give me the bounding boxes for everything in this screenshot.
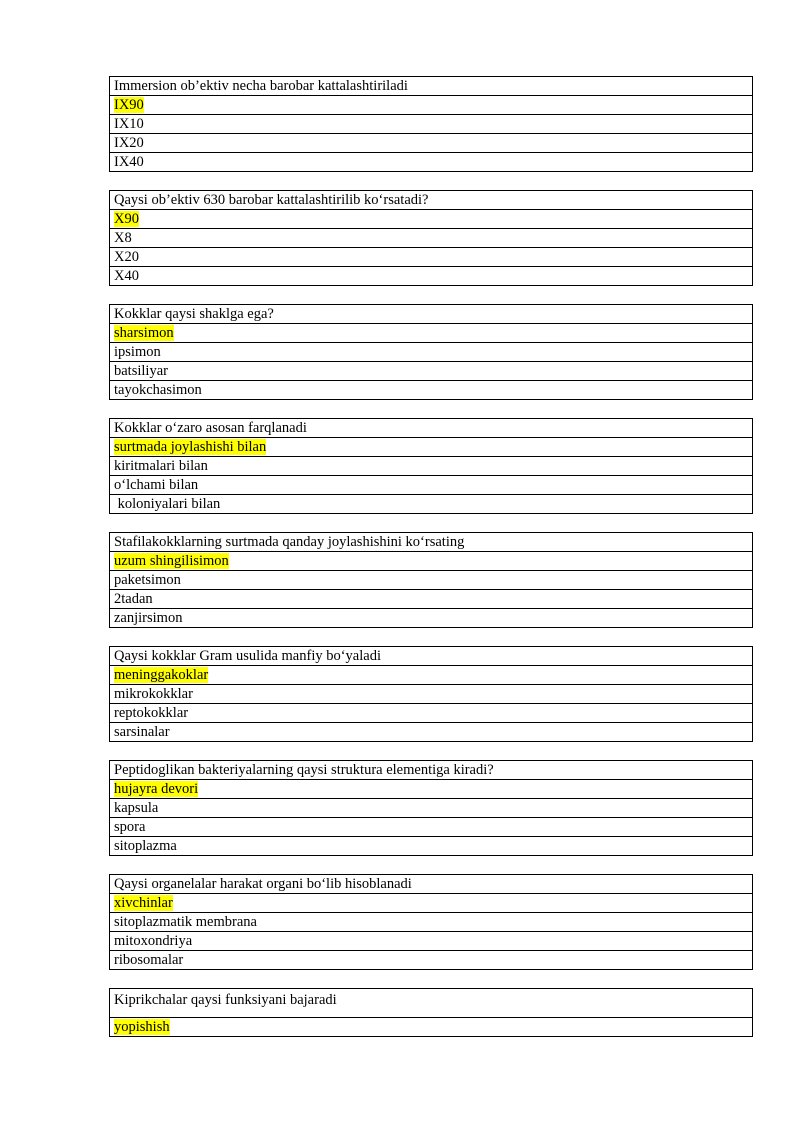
answer-option: zanjirsimon bbox=[114, 610, 183, 626]
answer-option: X8 bbox=[110, 229, 752, 248]
answer-option: sarsinalar bbox=[114, 724, 170, 740]
correct-answer: xivchinlar bbox=[114, 895, 173, 911]
answer-option: spora bbox=[110, 818, 752, 837]
question-text: Kokklar qaysi shaklga ega? bbox=[110, 305, 752, 324]
answer-option: ipsimon bbox=[110, 343, 752, 362]
question-text: Qaysi kokklar Gram usulida manfiy bo‘yaladi bbox=[110, 647, 752, 666]
answer-option: X40 bbox=[114, 268, 139, 284]
correct-answer: hujayra devori bbox=[114, 781, 199, 797]
correct-answer: sharsimon bbox=[114, 325, 174, 341]
answer-option: mitoxondriya bbox=[110, 932, 752, 951]
correct-answer-row bbox=[110, 1018, 752, 1036]
question-table bbox=[109, 874, 753, 970]
document-page bbox=[109, 76, 751, 1055]
answer-option: sitoplazmatik membrana bbox=[110, 913, 752, 932]
question-text: Immersion ob’ektiv necha barobar kattalashtiriladi bbox=[110, 77, 752, 96]
answer-option: batsiliyar bbox=[110, 362, 752, 381]
answer-option: IX20 bbox=[110, 134, 752, 153]
question-table bbox=[109, 190, 753, 286]
question-table bbox=[109, 760, 753, 856]
correct-answer-row bbox=[110, 210, 752, 229]
question-text: Kokklar o‘zaro asosan farqlanadi bbox=[110, 419, 752, 438]
correct-answer: yopishish bbox=[114, 1019, 170, 1035]
correct-answer: meninggakoklar bbox=[114, 667, 209, 683]
answer-option: IX10 bbox=[110, 115, 752, 134]
question-text: Kiprikchalar qaysi funksiyani bajaradi bbox=[110, 989, 752, 1018]
correct-answer-row bbox=[110, 780, 752, 799]
correct-answer: surtmada joylashishi bilan bbox=[114, 439, 267, 455]
question-table bbox=[109, 76, 753, 172]
answer-option: reptokokklar bbox=[110, 704, 752, 723]
answer-option: ribosomalar bbox=[114, 952, 184, 968]
question-text: Stafilakokklarning surtmada qanday joylashishini ko‘rsating bbox=[110, 533, 752, 552]
answer-option: kapsula bbox=[110, 799, 752, 818]
question-table bbox=[109, 304, 753, 400]
answer-option: IX40 bbox=[114, 154, 144, 170]
correct-answer-row bbox=[110, 666, 752, 685]
answer-option: X20 bbox=[110, 248, 752, 267]
answer-option: 2tadan bbox=[110, 590, 752, 609]
answer-option: mikrokokklar bbox=[110, 685, 752, 704]
correct-answer-row bbox=[110, 894, 752, 913]
question-text: Qaysi ob’ektiv 630 barobar kattalashtirilib ko‘rsatadi? bbox=[110, 191, 752, 210]
correct-answer-row bbox=[110, 438, 752, 457]
answer-option: sitoplazma bbox=[114, 838, 177, 854]
question-text: Qaysi organelalar harakat organi bo‘lib hisoblanadi bbox=[110, 875, 752, 894]
correct-answer-row bbox=[110, 552, 752, 571]
question-table bbox=[109, 532, 753, 628]
question-table bbox=[109, 418, 753, 514]
answer-option: paketsimon bbox=[110, 571, 752, 590]
question-table bbox=[109, 988, 753, 1037]
question-text: Peptidoglikan bakteriyalarning qaysi struktura elementiga kiradi? bbox=[110, 761, 752, 780]
answer-option: koloniyalari bilan bbox=[114, 496, 221, 512]
correct-answer: X90 bbox=[114, 211, 139, 227]
correct-answer-row bbox=[110, 96, 752, 115]
answer-option: kiritmalari bilan bbox=[110, 457, 752, 476]
correct-answer: uzum shingilisimon bbox=[114, 553, 229, 569]
correct-answer-row bbox=[110, 324, 752, 343]
answer-option: o‘lchami bilan bbox=[110, 476, 752, 495]
correct-answer: IX90 bbox=[114, 97, 144, 113]
question-table bbox=[109, 646, 753, 742]
answer-option: tayokchasimon bbox=[114, 382, 202, 398]
